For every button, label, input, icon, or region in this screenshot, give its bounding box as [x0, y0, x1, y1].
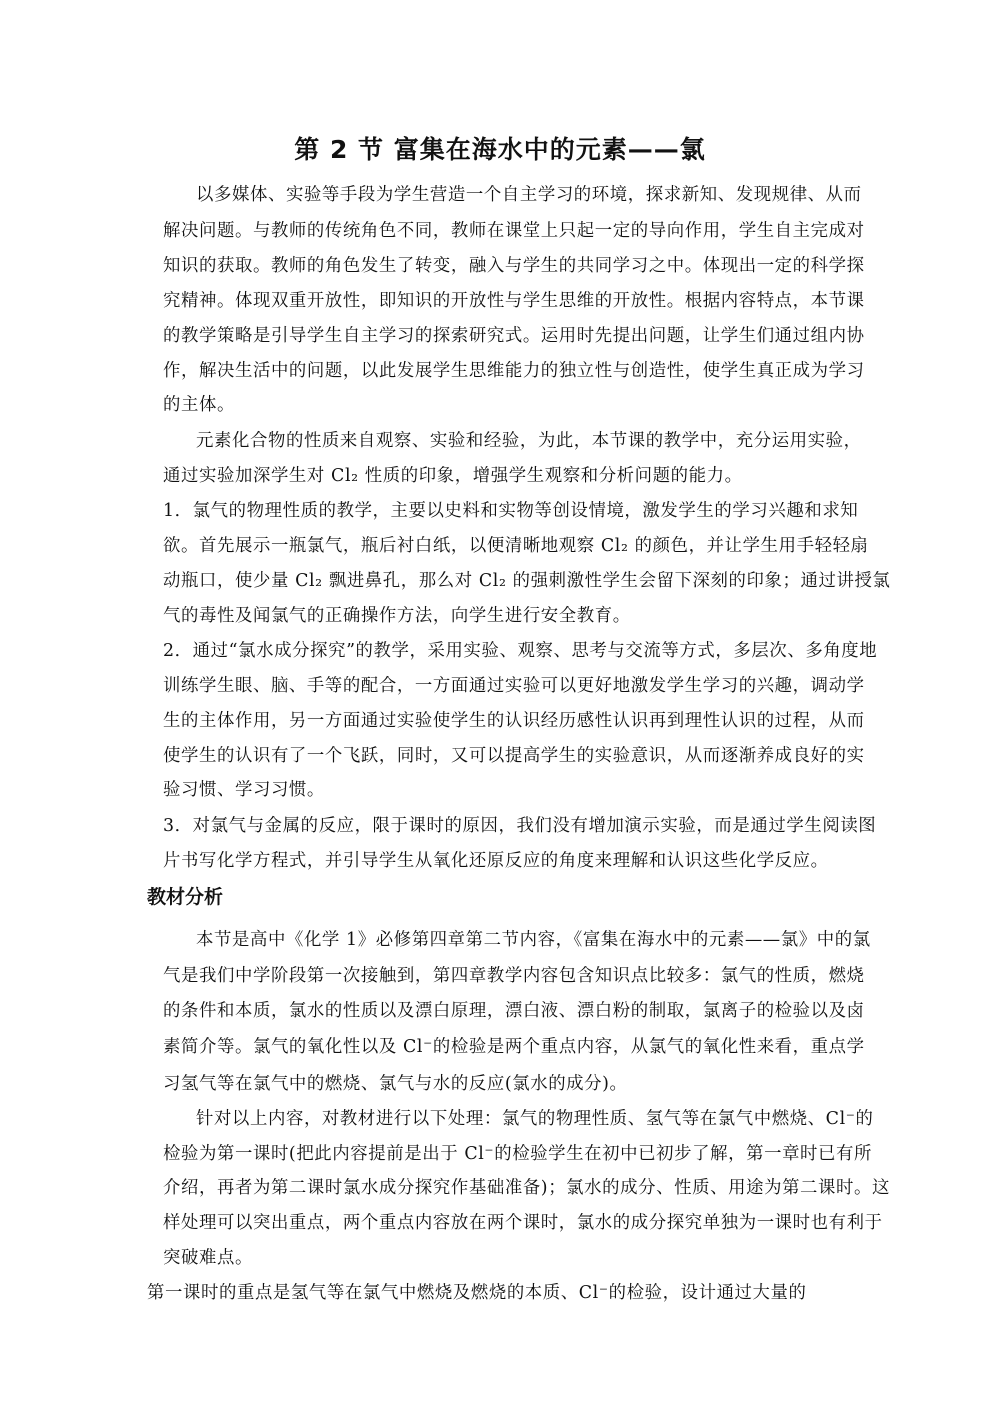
section-heading: 教材分析: [147, 886, 224, 908]
list-item-line: 1．氯气的物理性质的教学，主要以史料和实物等创设情境，激发学生的学习兴趣和求知: [163, 501, 859, 521]
list-item-line: 验习惯、学习习惯。: [163, 780, 325, 800]
paragraph-line: 突破难点。: [163, 1248, 253, 1268]
paragraph-line: 通过实验加深学生对 Cl₂ 性质的印象，增强学生观察和分析问题的能力。: [163, 466, 743, 486]
list-item-line: 片书写化学方程式，并引导学生从氧化还原反应的角度来理解和认识这些化学反应。: [163, 851, 829, 871]
paragraph-line: 气是我们中学阶段第一次接触到，第四章教学内容包含知识点比较多：氯气的性质，燃烧: [163, 966, 865, 986]
page-title: 第 2 节 富集在海水中的元素——氯: [294, 135, 706, 164]
paragraph-line: 样处理可以突出重点，两个重点内容放在两个课时，氯水的成分探究单独为一课时也有利于: [163, 1213, 883, 1233]
paragraph-line: 检验为第一课时(把此内容提前是出于 Cl⁻的检验学生在初中已初步了解，第一章时已有所: [163, 1144, 873, 1164]
paragraph-line: 第一课时的重点是氢气等在氯气中燃烧及燃烧的本质、Cl⁻的检验，设计通过大量的: [147, 1283, 807, 1303]
paragraph-line: 元素化合物的性质来自观察、实验和经验，为此，本节课的教学中，充分运用实验，: [196, 431, 862, 451]
paragraph-line: 解决问题。与教师的传统角色不同，教师在课堂上只起一定的导向作用，学生自主完成对: [163, 221, 865, 241]
list-item-line: 欲。首先展示一瓶氯气，瓶后衬白纸，以便清晰地观察 Cl₂ 的颜色，并让学生用手轻轻扇: [163, 536, 869, 556]
paragraph-line: 究精神。体现双重开放性，即知识的开放性与学生思维的开放性。根据内容特点，本节课: [163, 291, 865, 311]
list-item-line: 气的毒性及闻氯气的正确操作方法，向学生进行安全教育。: [163, 606, 631, 626]
paragraph-line: 作，解决生活中的问题，以此发展学生思维能力的独立性与创造性，使学生真正成为学习: [163, 361, 865, 381]
list-item-line: 生的主体作用，另一方面通过实验使学生的认识经历感性认识再到理性认识的过程，从而: [163, 711, 865, 731]
list-item-line: 训练学生眼、脑、手等的配合，一方面通过实验可以更好地激发学生学习的兴趣，调动学: [163, 676, 865, 696]
list-item-line: 动瓶口，使少量 Cl₂ 飘进鼻孔，那么对 Cl₂ 的强刺激性学生会留下深刻的印象；通过讲授氯: [163, 571, 891, 591]
paragraph-line: 以多媒体、实验等手段为学生营造一个自主学习的环境，探求新知、发现规律、从而: [196, 185, 862, 205]
paragraph-line: 的教学策略是引导学生自主学习的探索研究式。运用时先提出问题，让学生们通过组内协: [163, 326, 865, 346]
paragraph-line: 的条件和本质，氯水的性质以及漂白原理，漂白液、漂白粉的制取，氯离子的检验以及卤: [163, 1001, 865, 1021]
paragraph-line: 针对以上内容，对教材进行以下处理：氯气的物理性质、氢气等在氯气中燃烧、Cl⁻的: [196, 1109, 874, 1129]
paragraph-line: 习氢气等在氯气中的燃烧、氯气与水的反应(氯水的成分)。: [163, 1074, 628, 1094]
paragraph-line: 的主体。: [163, 395, 235, 415]
paragraph-line: 介绍，再者为第二课时氯水成分探究作基础准备)；氯水的成分、性质、用途为第二课时。这: [163, 1178, 891, 1198]
list-item-line: 使学生的认识有了一个飞跃，同时，又可以提高学生的实验意识，从而逐渐养成良好的实: [163, 746, 865, 766]
paragraph-line: 知识的获取。教师的角色发生了转变，融入与学生的共同学习之中。体现出一定的科学探: [163, 256, 865, 276]
paragraph-line: 本节是高中《化学 1》必修第四章第二节内容，《富集在海水中的元素——氯》中的氯: [196, 930, 871, 950]
paragraph-line: 素简介等。氯气的氧化性以及 Cl⁻的检验是两个重点内容，从氯气的氧化性来看，重点学: [163, 1037, 865, 1057]
list-item-line: 2．通过“氯水成分探究”的教学，采用实验、观察、思考与交流等方式，多层次、多角度地: [163, 641, 878, 661]
list-item-line: 3．对氯气与金属的反应，限于课时的原因，我们没有增加演示实验，而是通过学生阅读图: [163, 816, 877, 836]
